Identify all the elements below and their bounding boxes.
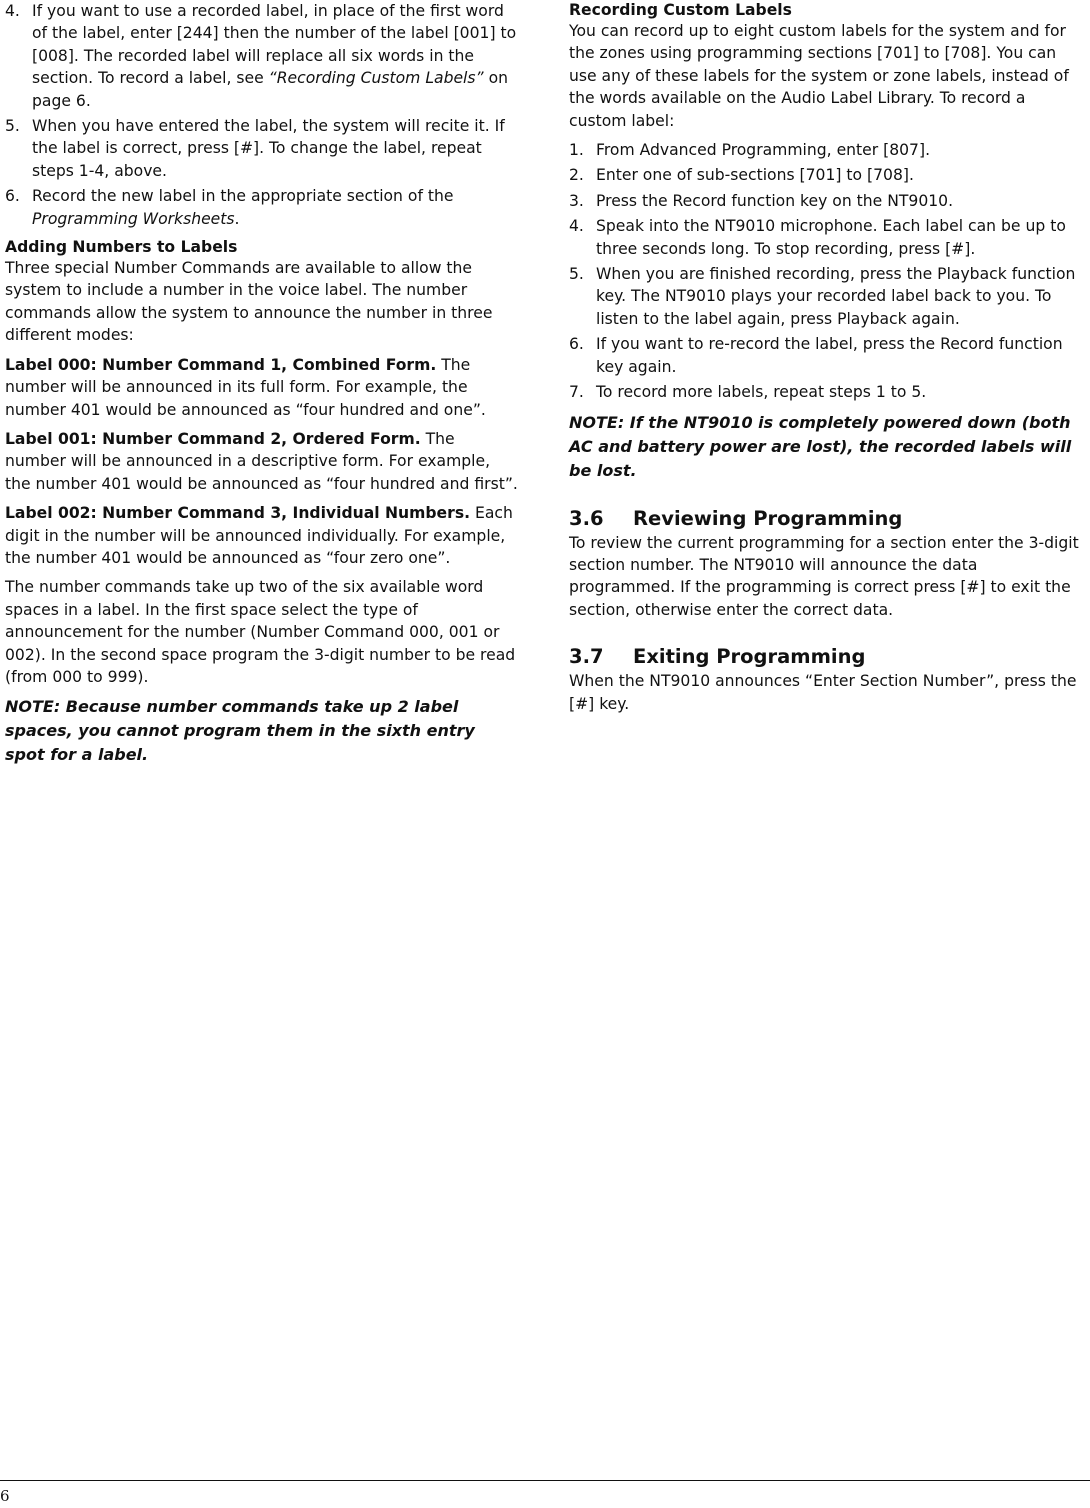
left-note <box>5 695 518 767</box>
list-item <box>5 0 518 112</box>
section-heading-reviewing <box>569 506 1087 532</box>
step-text: Press the Record function key on the NT9010. <box>596 191 954 210</box>
label-002-lead: Label 002: Number Command 3, Individual Numbers. <box>5 504 471 523</box>
number-commands-paragraph: The number commands take up two of the six available word spaces in a label. In the first space select the type of announcement for the number (Number Command 000, 001 or 002). In the second space program the 3-digit number to be read (from 000 to 999). <box>5 578 516 686</box>
adding-numbers-intro: Three special Number Commands are available to allow the system to include a number in the voice label. The number commands allow the system to announce the number in three different modes: <box>5 259 493 345</box>
recording-custom-labels-heading: Recording Custom Labels <box>569 1 792 19</box>
reviewing-paragraph: To review the current programming for a section enter the 3-digit section number. The NT9010 will announce the data programmed. If the programming is correct press [#] to exit the section, otherwise enter the correct data. <box>569 533 1079 619</box>
right-column <box>569 0 1087 722</box>
step-number: 3. <box>569 191 584 210</box>
step-text: When you are finished recording, press the Playback function key. The NT9010 plays your recorded label back to you. To listen to the label again, press Playback again. <box>596 265 1076 328</box>
list-item <box>569 164 1087 186</box>
label-001-lead: Label 001: Number Command 2, Ordered Form. <box>5 429 421 448</box>
step-number: 2. <box>569 166 584 185</box>
step-text: If you want to use a recorded label, in place of the first word of the label, enter [244] then the number of the label [001] to [008]. The recorded label will replace all six words in the section. To record a label, see <box>32 2 517 88</box>
step-number: 7. <box>569 383 584 402</box>
list-item <box>5 115 518 182</box>
page-number: 6 <box>0 1487 10 1505</box>
step-number: 1. <box>569 141 584 160</box>
label-001-text: The number will be announced in a descriptive form. For example, the number 401 would be announced as “four hundred and first”. <box>5 429 518 493</box>
recording-intro: You can record up to eight custom labels for the system and for the zones using programming sections [701] to [708]. You can use any of these labels for the system or zone labels, instead of the words available on the Audio Label Library. To record a custom label: <box>569 22 1069 130</box>
section-title: Exiting Programming <box>633 645 866 669</box>
list-item <box>569 190 1087 212</box>
section-heading-exiting <box>569 644 1087 670</box>
label-002-text: Each digit in the number will be announced individually. For example, the number 401 would be announced as “four zero one”. <box>5 504 513 567</box>
step-number: 4. <box>5 2 20 20</box>
section-number: 3.6 <box>569 506 604 530</box>
list-item <box>5 185 518 230</box>
right-note <box>569 411 1087 483</box>
note-text: If the NT9010 is completely powered down (both AC and battery power are lost), the recorded labels will be lost. <box>569 412 1072 480</box>
cross-reference: “Recording Custom Labels” <box>268 69 484 88</box>
note-text: Because number commands take up 2 label spaces, you cannot program them in the sixth entry spot for a label. <box>5 697 475 765</box>
list-item <box>569 215 1087 260</box>
section-title: Reviewing Programming <box>633 506 903 530</box>
left-column <box>5 0 518 774</box>
label-002-paragraph <box>5 502 518 569</box>
list-item <box>569 333 1087 378</box>
adding-numbers-heading: Adding Numbers to Labels <box>5 238 238 257</box>
step-number: 5. <box>569 265 584 284</box>
step-number: 6. <box>5 187 20 206</box>
step-text-tail: . <box>234 209 240 228</box>
step-text: To record more labels, repeat steps 1 to 5. <box>596 383 927 402</box>
step-text: Record the new label in the appropriate section of the <box>32 187 454 206</box>
label-001-paragraph <box>5 428 518 495</box>
note-lead: NOTE: <box>569 412 625 432</box>
step-text: Enter one of sub-sections [701] to [708]. <box>596 166 914 185</box>
step-number: 5. <box>5 117 20 136</box>
list-item <box>569 381 1087 403</box>
step-text: From Advanced Programming, enter [807]. <box>596 141 931 160</box>
list-item <box>569 263 1087 330</box>
step-text: When you have entered the label, the system will recite it. If the label is correct, press [#]. To change the label, repeat steps 1-4, above. <box>32 117 505 180</box>
exiting-paragraph: When the NT9010 announces “Enter Section Number”, press the [#] key. <box>569 672 1077 713</box>
section-number: 3.7 <box>569 645 604 669</box>
worksheets-reference: Programming Worksheets <box>32 209 235 228</box>
recording-steps-list <box>569 139 1087 403</box>
label-000-lead: Label 000: Number Command 1, Combined Form. <box>5 355 437 374</box>
step-text-tail: on page 6. <box>32 69 508 110</box>
label-000-paragraph <box>5 354 518 421</box>
step-number: 6. <box>569 335 584 354</box>
step-text: Speak into the NT9010 microphone. Each label can be up to three seconds long. To stop recording, press [#]. <box>596 217 1066 258</box>
list-item <box>569 139 1087 161</box>
note-lead: NOTE: <box>5 697 61 717</box>
label-000-text: The number will be announced in its full form. For example, the number 401 would be announced as “four hundred and one”. <box>5 355 486 419</box>
step-text: If you want to re-record the label, press the Record function key again. <box>596 335 1063 376</box>
label-steps-list <box>5 0 518 230</box>
step-number: 4. <box>569 217 584 236</box>
footer-divider <box>0 1480 1090 1481</box>
